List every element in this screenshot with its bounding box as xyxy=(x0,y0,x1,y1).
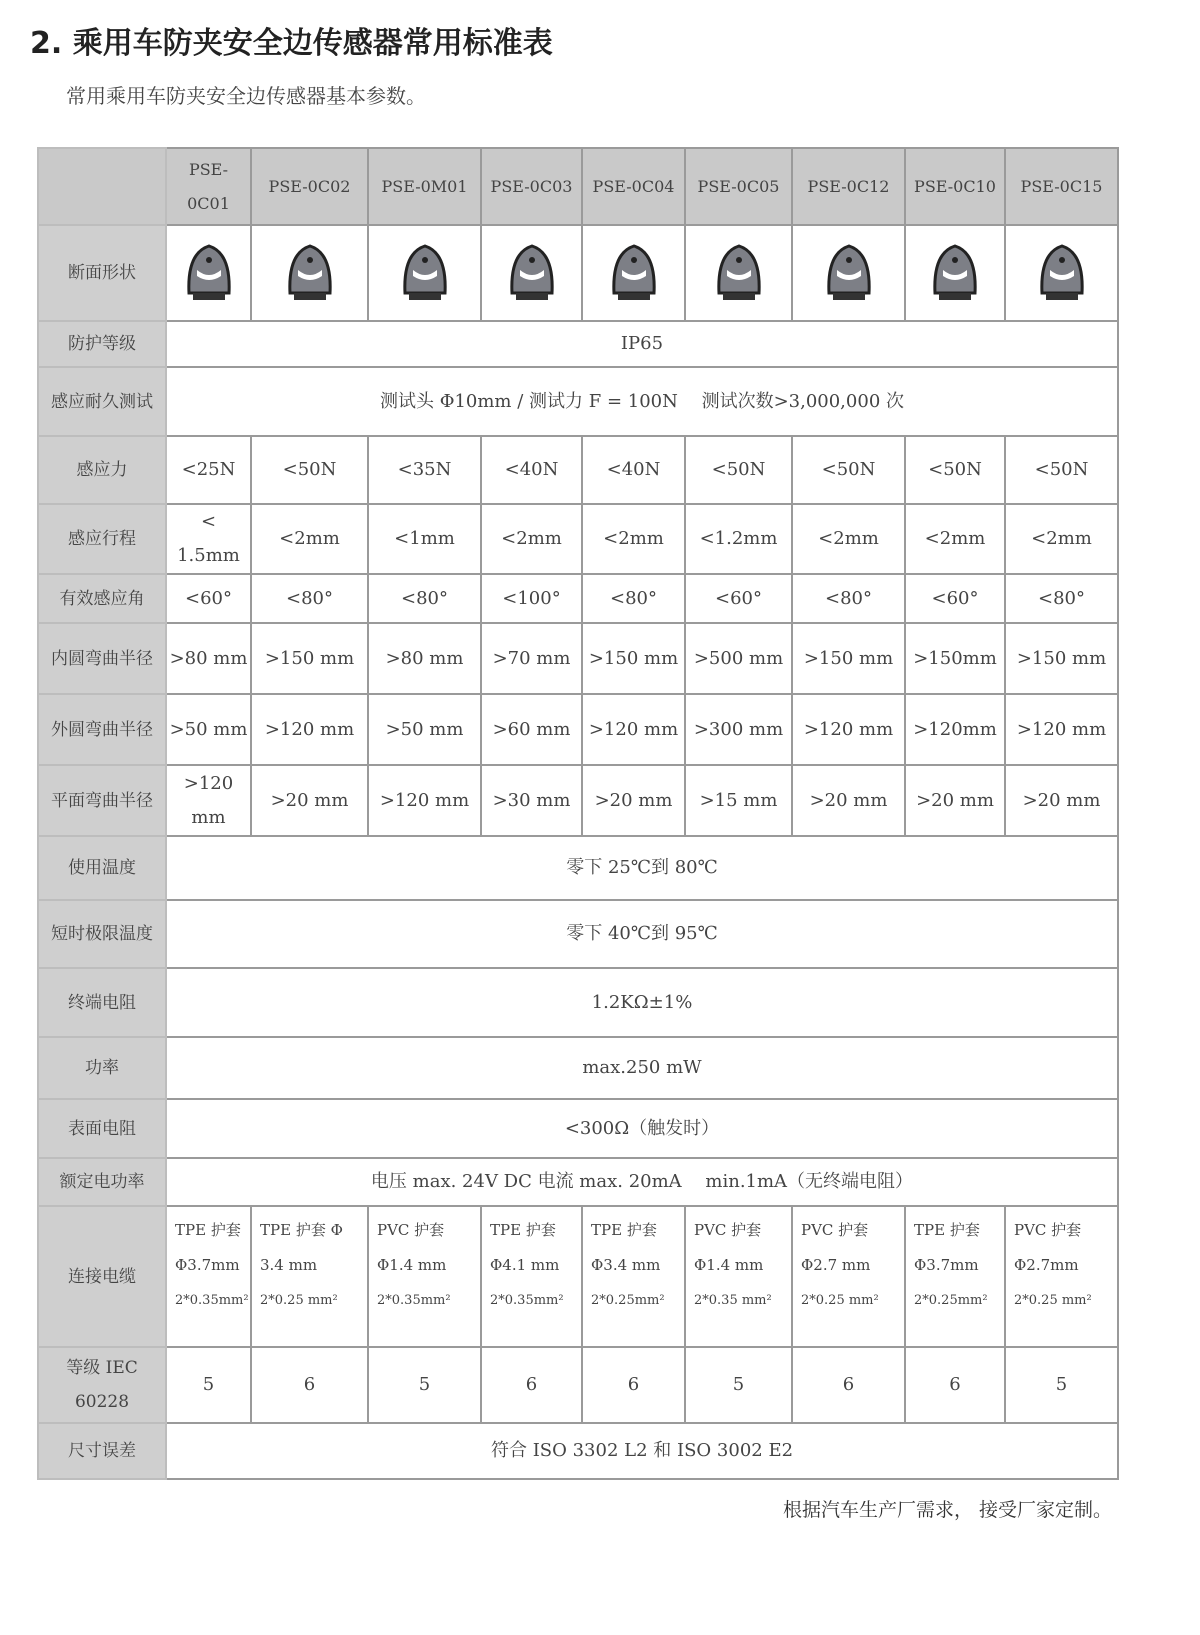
header-label xyxy=(38,148,166,225)
outer-value: >60 mm xyxy=(481,694,582,765)
durability-row xyxy=(38,367,1118,436)
iec-class: 6 xyxy=(792,1347,905,1423)
model-header: PSE-0C10 xyxy=(905,148,1005,225)
cable-label: 连接电缆 xyxy=(38,1206,166,1347)
force-value: <50N xyxy=(251,436,368,504)
short-temp-value: 零下 40℃到 95℃ xyxy=(166,900,1118,968)
iec-class: 6 xyxy=(481,1347,582,1423)
cable-line: PVC 护套 xyxy=(377,1221,445,1239)
force-label: 感应力 xyxy=(38,436,166,504)
model-header: PSE-0C04 xyxy=(582,148,685,225)
flat-value: >20 mm xyxy=(905,765,1005,836)
flat-value: >20 mm xyxy=(582,765,685,836)
inner-value: >70 mm xyxy=(481,623,582,694)
force-value: <50N xyxy=(792,436,905,504)
footer-note: 根据汽车生产厂需求， 接受厂家定制。 xyxy=(782,1499,1112,1521)
flat-row xyxy=(38,765,1118,836)
resistor-value: 1.2KΩ±1% xyxy=(166,968,1118,1037)
cable-spec xyxy=(481,1206,582,1347)
angle-value: <60° xyxy=(166,574,251,623)
spec-table xyxy=(37,147,1119,1480)
flat-value: >120 mm xyxy=(368,765,481,836)
flat-value: >20 mm xyxy=(251,765,368,836)
iec-class: 5 xyxy=(166,1347,251,1423)
inner-row xyxy=(38,623,1118,694)
cable-line: 2*0.25 mm² xyxy=(801,1293,879,1308)
header-row xyxy=(38,148,1118,225)
angle-value: <80° xyxy=(582,574,685,623)
force-value: <50N xyxy=(905,436,1005,504)
cable-line: PVC 护套 xyxy=(801,1221,869,1239)
cross-section-shape-icon xyxy=(905,225,1005,321)
flat-value: >20 mm xyxy=(792,765,905,836)
cross-section-shape-icon xyxy=(792,225,905,321)
angle-value: <80° xyxy=(251,574,368,623)
force-row xyxy=(38,436,1118,504)
flat-value: >20 mm xyxy=(1005,765,1118,836)
cable-line: 2*0.25mm² xyxy=(591,1293,665,1308)
flat-value: >15 mm xyxy=(685,765,792,836)
force-value: <40N xyxy=(582,436,685,504)
cable-line: 2*0.35mm² xyxy=(175,1293,249,1308)
inner-value: >150mm xyxy=(905,623,1005,694)
rated-row xyxy=(38,1158,1118,1206)
cable-line: 2*0.35 mm² xyxy=(694,1293,772,1308)
cable-line: PVC 护套 xyxy=(1014,1221,1082,1239)
cable-spec xyxy=(368,1206,481,1347)
outer-row xyxy=(38,694,1118,765)
surface-label: 表面电阻 xyxy=(38,1099,166,1158)
cable-line: Φ2.7 mm xyxy=(801,1256,871,1274)
subtitle: 常用乘用车防夹安全边传感器基本参数。 xyxy=(66,84,426,108)
angle-row xyxy=(38,574,1118,623)
flat-label: 平面弯曲半径 xyxy=(38,765,166,836)
cable-line: 2*0.35mm² xyxy=(377,1293,451,1308)
resistor-label: 终端电阻 xyxy=(38,968,166,1037)
iec-label: 等级 IEC 60228 xyxy=(38,1347,166,1423)
travel-value: <2mm xyxy=(1005,504,1118,574)
iec-row xyxy=(38,1347,1118,1423)
inner-value: >80 mm xyxy=(166,623,251,694)
travel-value: <2mm xyxy=(792,504,905,574)
cable-spec xyxy=(251,1206,368,1347)
cable-row xyxy=(38,1206,1118,1347)
iec-class: 5 xyxy=(685,1347,792,1423)
cross-section-shape-icon xyxy=(166,225,251,321)
short-temp-row xyxy=(38,900,1118,968)
ip-label: 防护等级 xyxy=(38,321,166,367)
rated-label: 额定电功率 xyxy=(38,1158,166,1206)
model-header: PSE-0C12 xyxy=(792,148,905,225)
temp-label: 使用温度 xyxy=(38,836,166,900)
flat-value: >30 mm xyxy=(481,765,582,836)
travel-value: <2mm xyxy=(481,504,582,574)
short-temp-label: 短时极限温度 xyxy=(38,900,166,968)
force-value: <50N xyxy=(685,436,792,504)
inner-value: >150 mm xyxy=(251,623,368,694)
travel-value: <2mm xyxy=(905,504,1005,574)
iec-class: 6 xyxy=(251,1347,368,1423)
force-value: <40N xyxy=(481,436,582,504)
travel-value: <1mm xyxy=(368,504,481,574)
durability-label: 感应耐久测试 xyxy=(38,367,166,436)
inner-value: >150 mm xyxy=(1005,623,1118,694)
rated-value: 电压 max. 24V DC 电流 max. 20mA min.1mA（无终端电阻） xyxy=(166,1158,1118,1206)
outer-value: >120 mm xyxy=(582,694,685,765)
ip-rating: IP65 xyxy=(166,321,1118,367)
cable-line: 3.4 mm xyxy=(260,1256,318,1274)
tolerance-label: 尺寸误差 xyxy=(38,1423,166,1479)
angle-value: <80° xyxy=(792,574,905,623)
cable-line: TPE 护套 xyxy=(914,1221,980,1239)
model-header: PSE-0C01 xyxy=(166,148,251,225)
outer-value: >120 mm xyxy=(251,694,368,765)
outer-value: >300 mm xyxy=(685,694,792,765)
power-label: 功率 xyxy=(38,1037,166,1099)
angle-value: <60° xyxy=(685,574,792,623)
cable-line: TPE 护套 xyxy=(490,1221,556,1239)
cable-line: PVC 护套 xyxy=(694,1221,762,1239)
outer-value: >120 mm xyxy=(1005,694,1118,765)
model-header: PSE-0C02 xyxy=(251,148,368,225)
travel-label: 感应行程 xyxy=(38,504,166,574)
iec-class: 5 xyxy=(1005,1347,1118,1423)
cable-line: TPE 护套 xyxy=(591,1221,657,1239)
cable-spec xyxy=(905,1206,1005,1347)
model-header: PSE-0C15 xyxy=(1005,148,1118,225)
tolerance-value: 符合 ISO 3302 L2 和 ISO 3002 E2 xyxy=(166,1423,1118,1479)
temp-value: 零下 25℃到 80℃ xyxy=(166,836,1118,900)
angle-value: <80° xyxy=(368,574,481,623)
outer-value: >50 mm xyxy=(368,694,481,765)
outer-value: >120 mm xyxy=(792,694,905,765)
cross-section-shape-icon xyxy=(368,225,481,321)
force-value: <50N xyxy=(1005,436,1118,504)
power-row xyxy=(38,1037,1118,1099)
page-title: 2. 乘用车防夹安全边传感器常用标准表 xyxy=(30,26,553,61)
tolerance-row xyxy=(38,1423,1118,1479)
power-value: max.250 mW xyxy=(166,1037,1118,1099)
model-header: PSE-0M01 xyxy=(368,148,481,225)
inner-value: >500 mm xyxy=(685,623,792,694)
cable-line: 2*0.25 mm² xyxy=(260,1293,338,1308)
travel-value: <1.2mm xyxy=(685,504,792,574)
cross-section-shape-icon xyxy=(685,225,792,321)
cable-line: TPE 护套 xyxy=(175,1221,241,1239)
force-value: <35N xyxy=(368,436,481,504)
inner-label: 内圆弯曲半径 xyxy=(38,623,166,694)
model-header: PSE-0C05 xyxy=(685,148,792,225)
shape-label: 断面形状 xyxy=(38,225,166,321)
surface-row xyxy=(38,1099,1118,1158)
travel-row xyxy=(38,504,1118,574)
travel-value: < 1.5mm xyxy=(166,504,251,574)
angle-value: <100° xyxy=(481,574,582,623)
cable-line: 2*0.35mm² xyxy=(490,1293,564,1308)
cable-line: Φ3.4 mm xyxy=(591,1256,661,1274)
iec-class: 6 xyxy=(905,1347,1005,1423)
inner-value: >150 mm xyxy=(792,623,905,694)
cable-spec xyxy=(685,1206,792,1347)
iec-class: 6 xyxy=(582,1347,685,1423)
temp-row xyxy=(38,836,1118,900)
cable-spec xyxy=(166,1206,251,1347)
iec-class: 5 xyxy=(368,1347,481,1423)
cable-line: 2*0.25 mm² xyxy=(1014,1293,1092,1308)
cable-line: 2*0.25mm² xyxy=(914,1293,988,1308)
cable-line: Φ3.7mm xyxy=(914,1256,979,1274)
cable-line: Φ1.4 mm xyxy=(377,1256,447,1274)
travel-value: <2mm xyxy=(582,504,685,574)
outer-value: >120mm xyxy=(905,694,1005,765)
durability-value: 测试头 Φ10mm / 测试力 F = 100N 测试次数>3,000,000 次 xyxy=(166,367,1118,436)
outer-label: 外圆弯曲半径 xyxy=(38,694,166,765)
inner-value: >150 mm xyxy=(582,623,685,694)
cable-spec xyxy=(792,1206,905,1347)
cable-spec xyxy=(1005,1206,1118,1347)
cross-section-shape-icon xyxy=(582,225,685,321)
cable-line: Φ3.7mm xyxy=(175,1256,240,1274)
cross-section-shape-icon xyxy=(1005,225,1118,321)
outer-value: >50 mm xyxy=(166,694,251,765)
ip-row xyxy=(38,321,1118,367)
force-value: <25N xyxy=(166,436,251,504)
surface-value: <300Ω（触发时） xyxy=(166,1099,1118,1158)
cable-line: Φ1.4 mm xyxy=(694,1256,764,1274)
flat-value: >120 mm xyxy=(166,765,251,836)
model-header: PSE-0C03 xyxy=(481,148,582,225)
cable-line: Φ4.1 mm xyxy=(490,1256,560,1274)
cable-line: TPE 护套 Φ xyxy=(260,1221,343,1239)
travel-value: <2mm xyxy=(251,504,368,574)
cable-line: Φ2.7mm xyxy=(1014,1256,1079,1274)
cable-spec xyxy=(582,1206,685,1347)
cross-section-shape-icon xyxy=(251,225,368,321)
angle-value: <80° xyxy=(1005,574,1118,623)
inner-value: >80 mm xyxy=(368,623,481,694)
angle-value: <60° xyxy=(905,574,1005,623)
shape-row xyxy=(38,225,1118,321)
angle-label: 有效感应角 xyxy=(38,574,166,623)
cross-section-shape-icon xyxy=(481,225,582,321)
resistor-row xyxy=(38,968,1118,1037)
